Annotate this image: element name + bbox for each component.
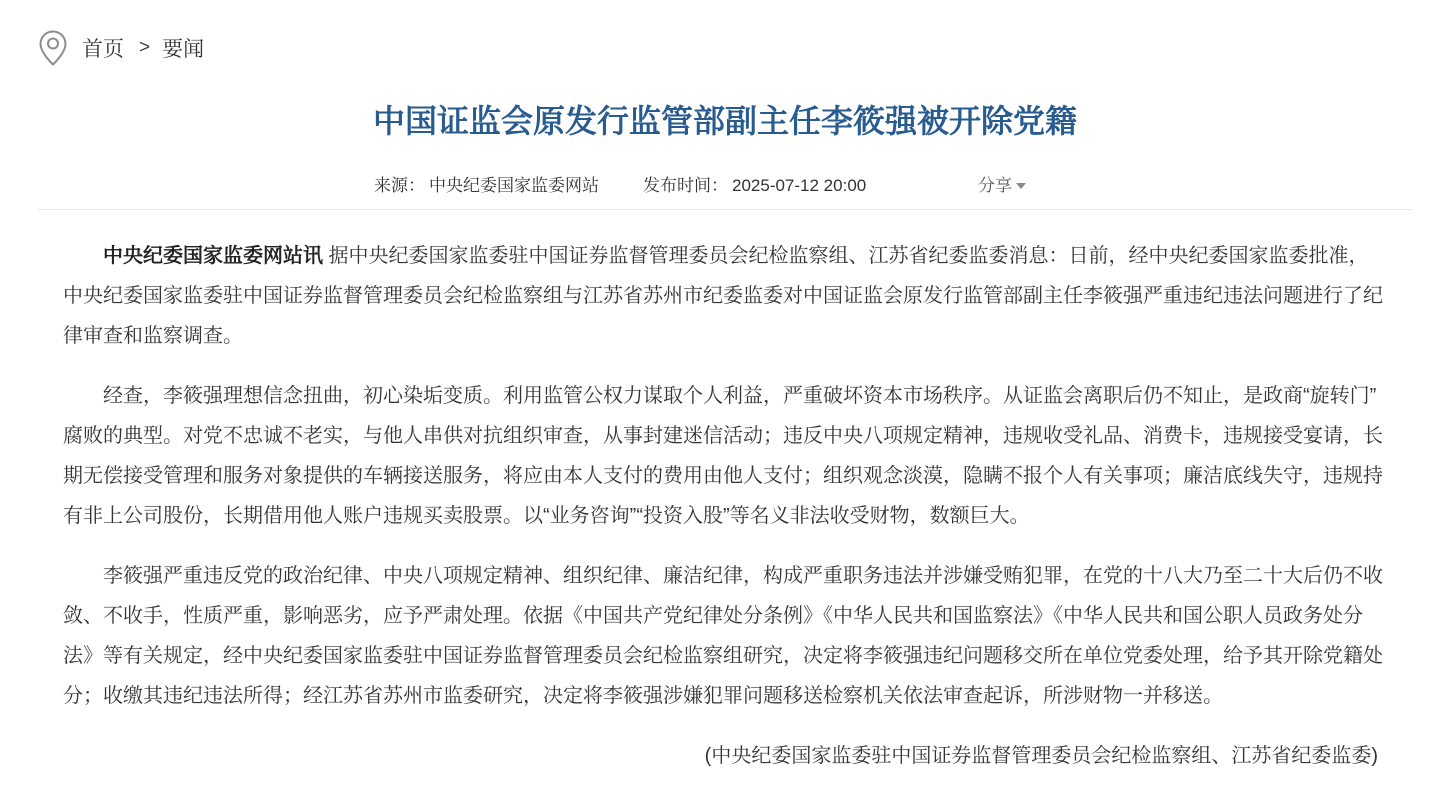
- location-pin-icon: [38, 29, 68, 67]
- article-publish-time: [643, 174, 866, 198]
- publish-time-label: 发布时间：: [643, 176, 728, 195]
- breadcrumb-current-link[interactable]: 要闻: [162, 38, 205, 61]
- source-label: 来源：: [374, 176, 425, 195]
- share-label: 分享: [978, 176, 1012, 195]
- article-paragraph: [63, 376, 1385, 536]
- article-title: 中国证监会原发行监管部副主任李筱强被开除党籍: [372, 103, 1077, 139]
- breadcrumb-separator: >: [139, 37, 151, 58]
- source-value: 中央纪委国家监委网站: [429, 176, 599, 195]
- breadcrumb-home-link[interactable]: 首页: [82, 38, 124, 61]
- caret-down-icon: [1016, 183, 1026, 189]
- article-paragraph: [63, 556, 1385, 716]
- paragraph-text: 经查，李筱强理想信念扭曲，初心染垢变质。利用监管公权力谋取个人利益，严重破坏资本市场秩序。从证监会离职后仍不知止，是政商“旋转门”腐败的典型。对党不忠诚不老实，与他人串供对抗组织审查，从事封建迷信活动；违反中央八项规定精神，违规收受礼品、消费卡，违规接受宴请，长期无偿接受管理和服务对象提供的车辆接送服务，将应由本人支付的费用由他人支付；组织观念淡漠，隐瞒不报个人有关事项；廉洁底线失守，违规持有非上公司股份，长期借用他人账户违规买卖股票。以“业务咨询”“投资入股”等名义非法收受财物，数额巨大。: [63, 385, 1383, 527]
- paragraph-text: 据中央纪委国家监委驻中国证券监督管理委员会纪检监察组、江苏省纪委监委消息：日前，经中央纪委国家监委批准，中央纪委国家监委驻中国证券监督管理委员会纪检监察组与江苏省苏州市纪委监委对中国证监会原发行监管部副主任李筱强严重违纪违法问题进行了纪律审查和监察调查。: [63, 245, 1383, 347]
- breadcrumb: [38, 29, 204, 67]
- article-source: [374, 174, 599, 198]
- article-lead: 中央纪委国家监委网站讯: [103, 245, 323, 267]
- share-dropdown[interactable]: [978, 174, 1026, 198]
- article-signature: (中央纪委国家监委驻中国证券监督管理委员会纪检监察组、江苏省纪委监委): [704, 745, 1378, 767]
- article-meta: [0, 174, 1442, 198]
- article-body: [63, 236, 1385, 776]
- publish-time-value: 2025-07-12 20:00: [732, 176, 867, 195]
- article-paragraph: [63, 236, 1385, 356]
- paragraph-text: 李筱强严重违反党的政治纪律、中央八项规定精神、组织纪律、廉洁纪律，构成严重职务违法并涉嫌受贿犯罪，在党的十八大乃至二十大后仍不收敛、不收手，性质严重，影响恶劣，应予严肃处理。依据《中国共产党纪律处分条例》《中华人民共和国监察法》《中华人民共和国公职人员政务处分法》等有关规定，经中央纪委国家监委驻中国证券监督管理委员会纪检监察组研究，决定将李筱强违纪问题移交所在单位党委处理，给予其开除党籍处分；收缴其违纪违法所得；经江苏省苏州市监委研究，决定将李筱强涉嫌犯罪问题移送检察机关依法审查起诉，所涉财物一并移送。: [63, 565, 1383, 707]
- divider: [38, 209, 1412, 210]
